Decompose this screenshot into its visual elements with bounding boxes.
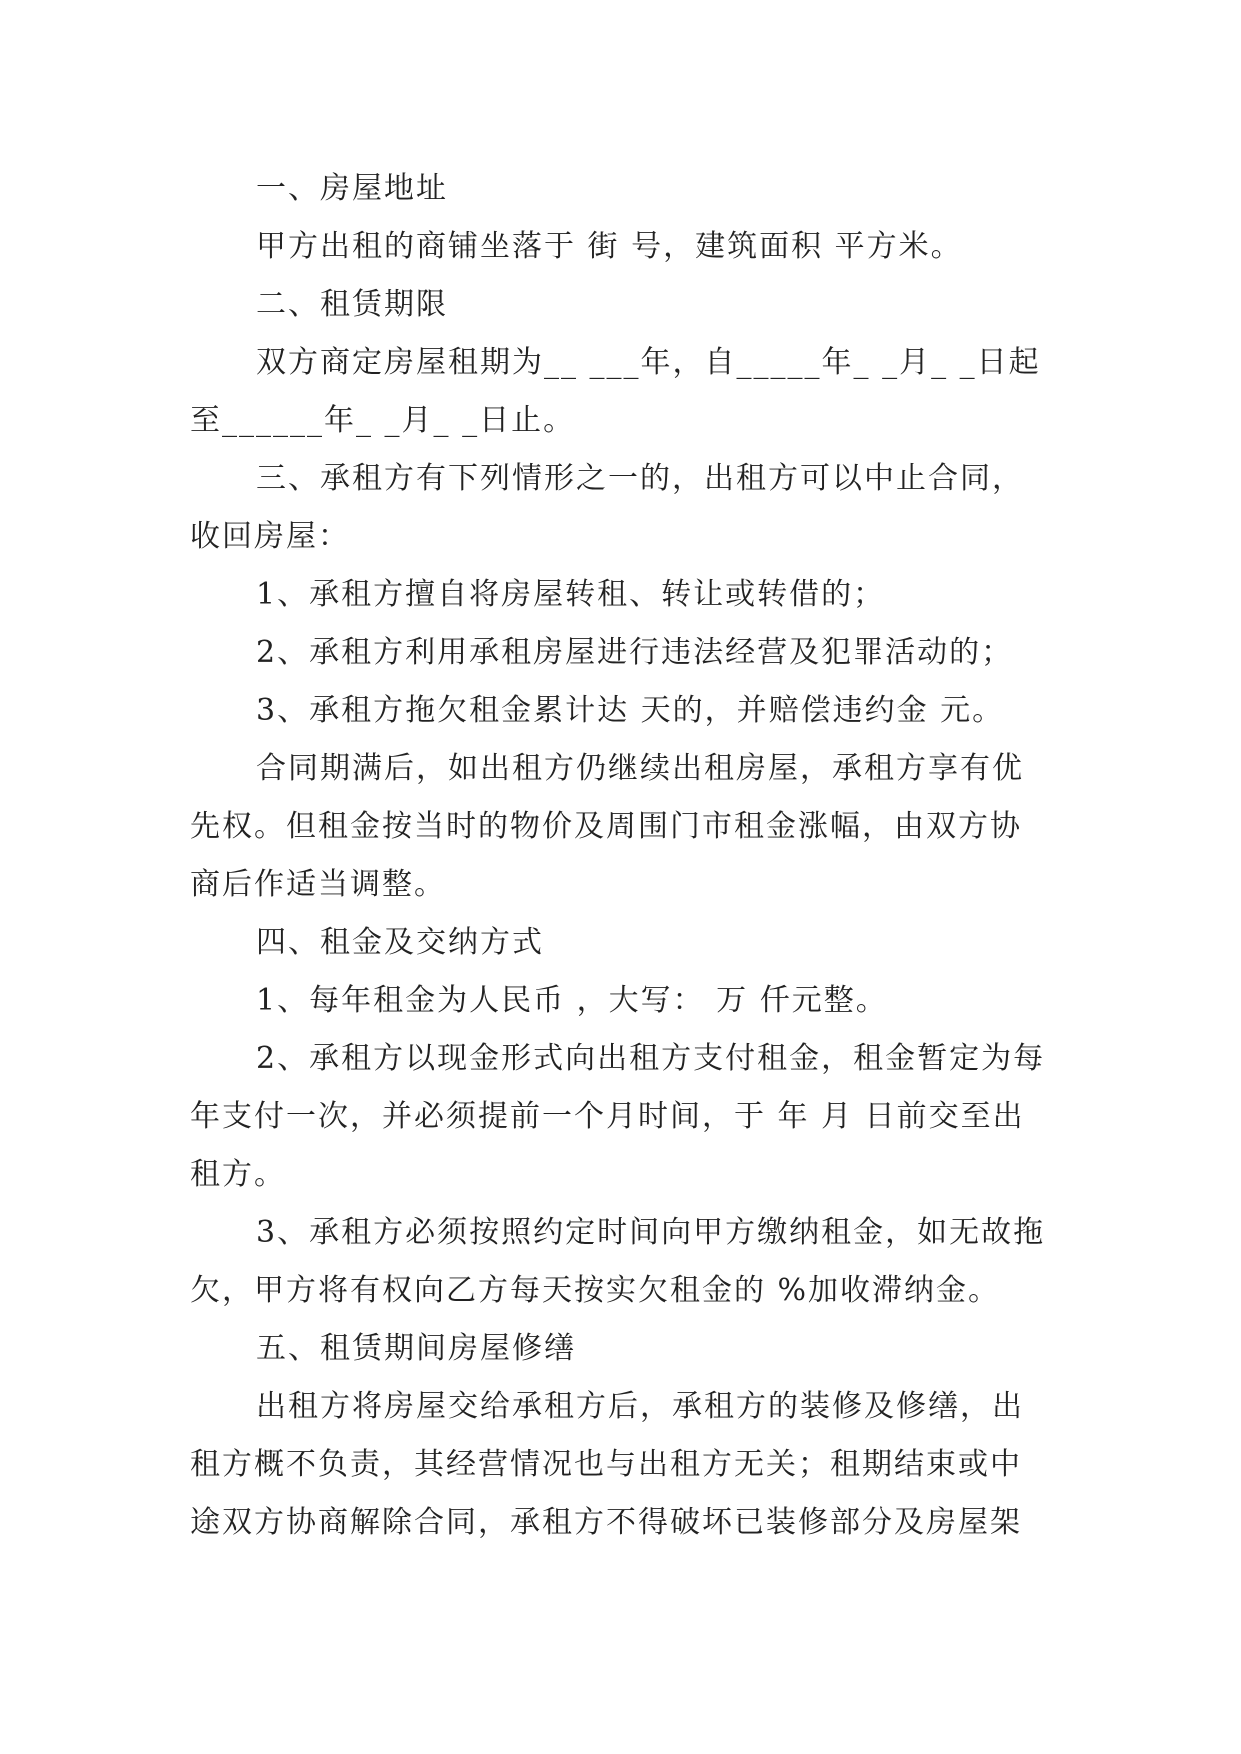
section-heading-address: 一、房屋地址 (256, 171, 448, 206)
list-item-arrears: 3、承租方拖欠租金累计达 天的，并赔偿违约金 元。 (256, 693, 1005, 728)
section-heading-rent: 四、租金及交纳方式 (256, 925, 544, 960)
section-heading-term: 二、租赁期限 (256, 287, 448, 322)
paragraph-renewal: 合同期满后，如出租方仍继续出租房屋，承租方享有优先权。但租金按当时的物价及周围门市租金涨幅，由双方协商后作适当调整。 (190, 751, 1024, 902)
list-item-annual-rent: 1、每年租金为人民币 ，大写： 万 仟元整。 (256, 983, 888, 1018)
list-item-sublet: 1、承租方擅自将房屋转租、转让或转借的； (256, 577, 886, 612)
paragraph-termination: 三、承租方有下列情形之一的，出租方可以中止合同，收回房屋： (190, 461, 1024, 554)
paragraph-term: 双方商定房屋租期为__ ___年，自_____年_ _月_ _日起至______年_ _月_ _日止。 (190, 345, 1041, 438)
list-item-late-fee: 3、承租方必须按照约定时间向甲方缴纳租金，如无故拖欠，甲方将有权向乙方每天按实欠租金的 %加收滞纳金。 (190, 1215, 1046, 1308)
paragraph-address: 甲方出租的商铺坐落于 街 号，建筑面积 平方米。 (256, 229, 963, 264)
list-item-payment: 2、承租方以现金形式向出租方支付租金，租金暂定为每年支付一次，并必须提前一个月时间，于 年 月 日前交至出租方。 (190, 1041, 1046, 1192)
paragraph-repair: 出租方将房屋交给承租方后，承租方的装修及修缮，出租方概不负责，其经营情况也与出租方无关；租期结束或中途双方协商解除合同，承租方不得破坏已装修部分及房屋架 (190, 1389, 1024, 1540)
document-page (190, 160, 1050, 1552)
section-heading-repair: 五、租赁期间房屋修缮 (256, 1331, 576, 1366)
list-item-illegal: 2、承租方利用承租房屋进行违法经营及犯罪活动的； (256, 635, 1014, 670)
